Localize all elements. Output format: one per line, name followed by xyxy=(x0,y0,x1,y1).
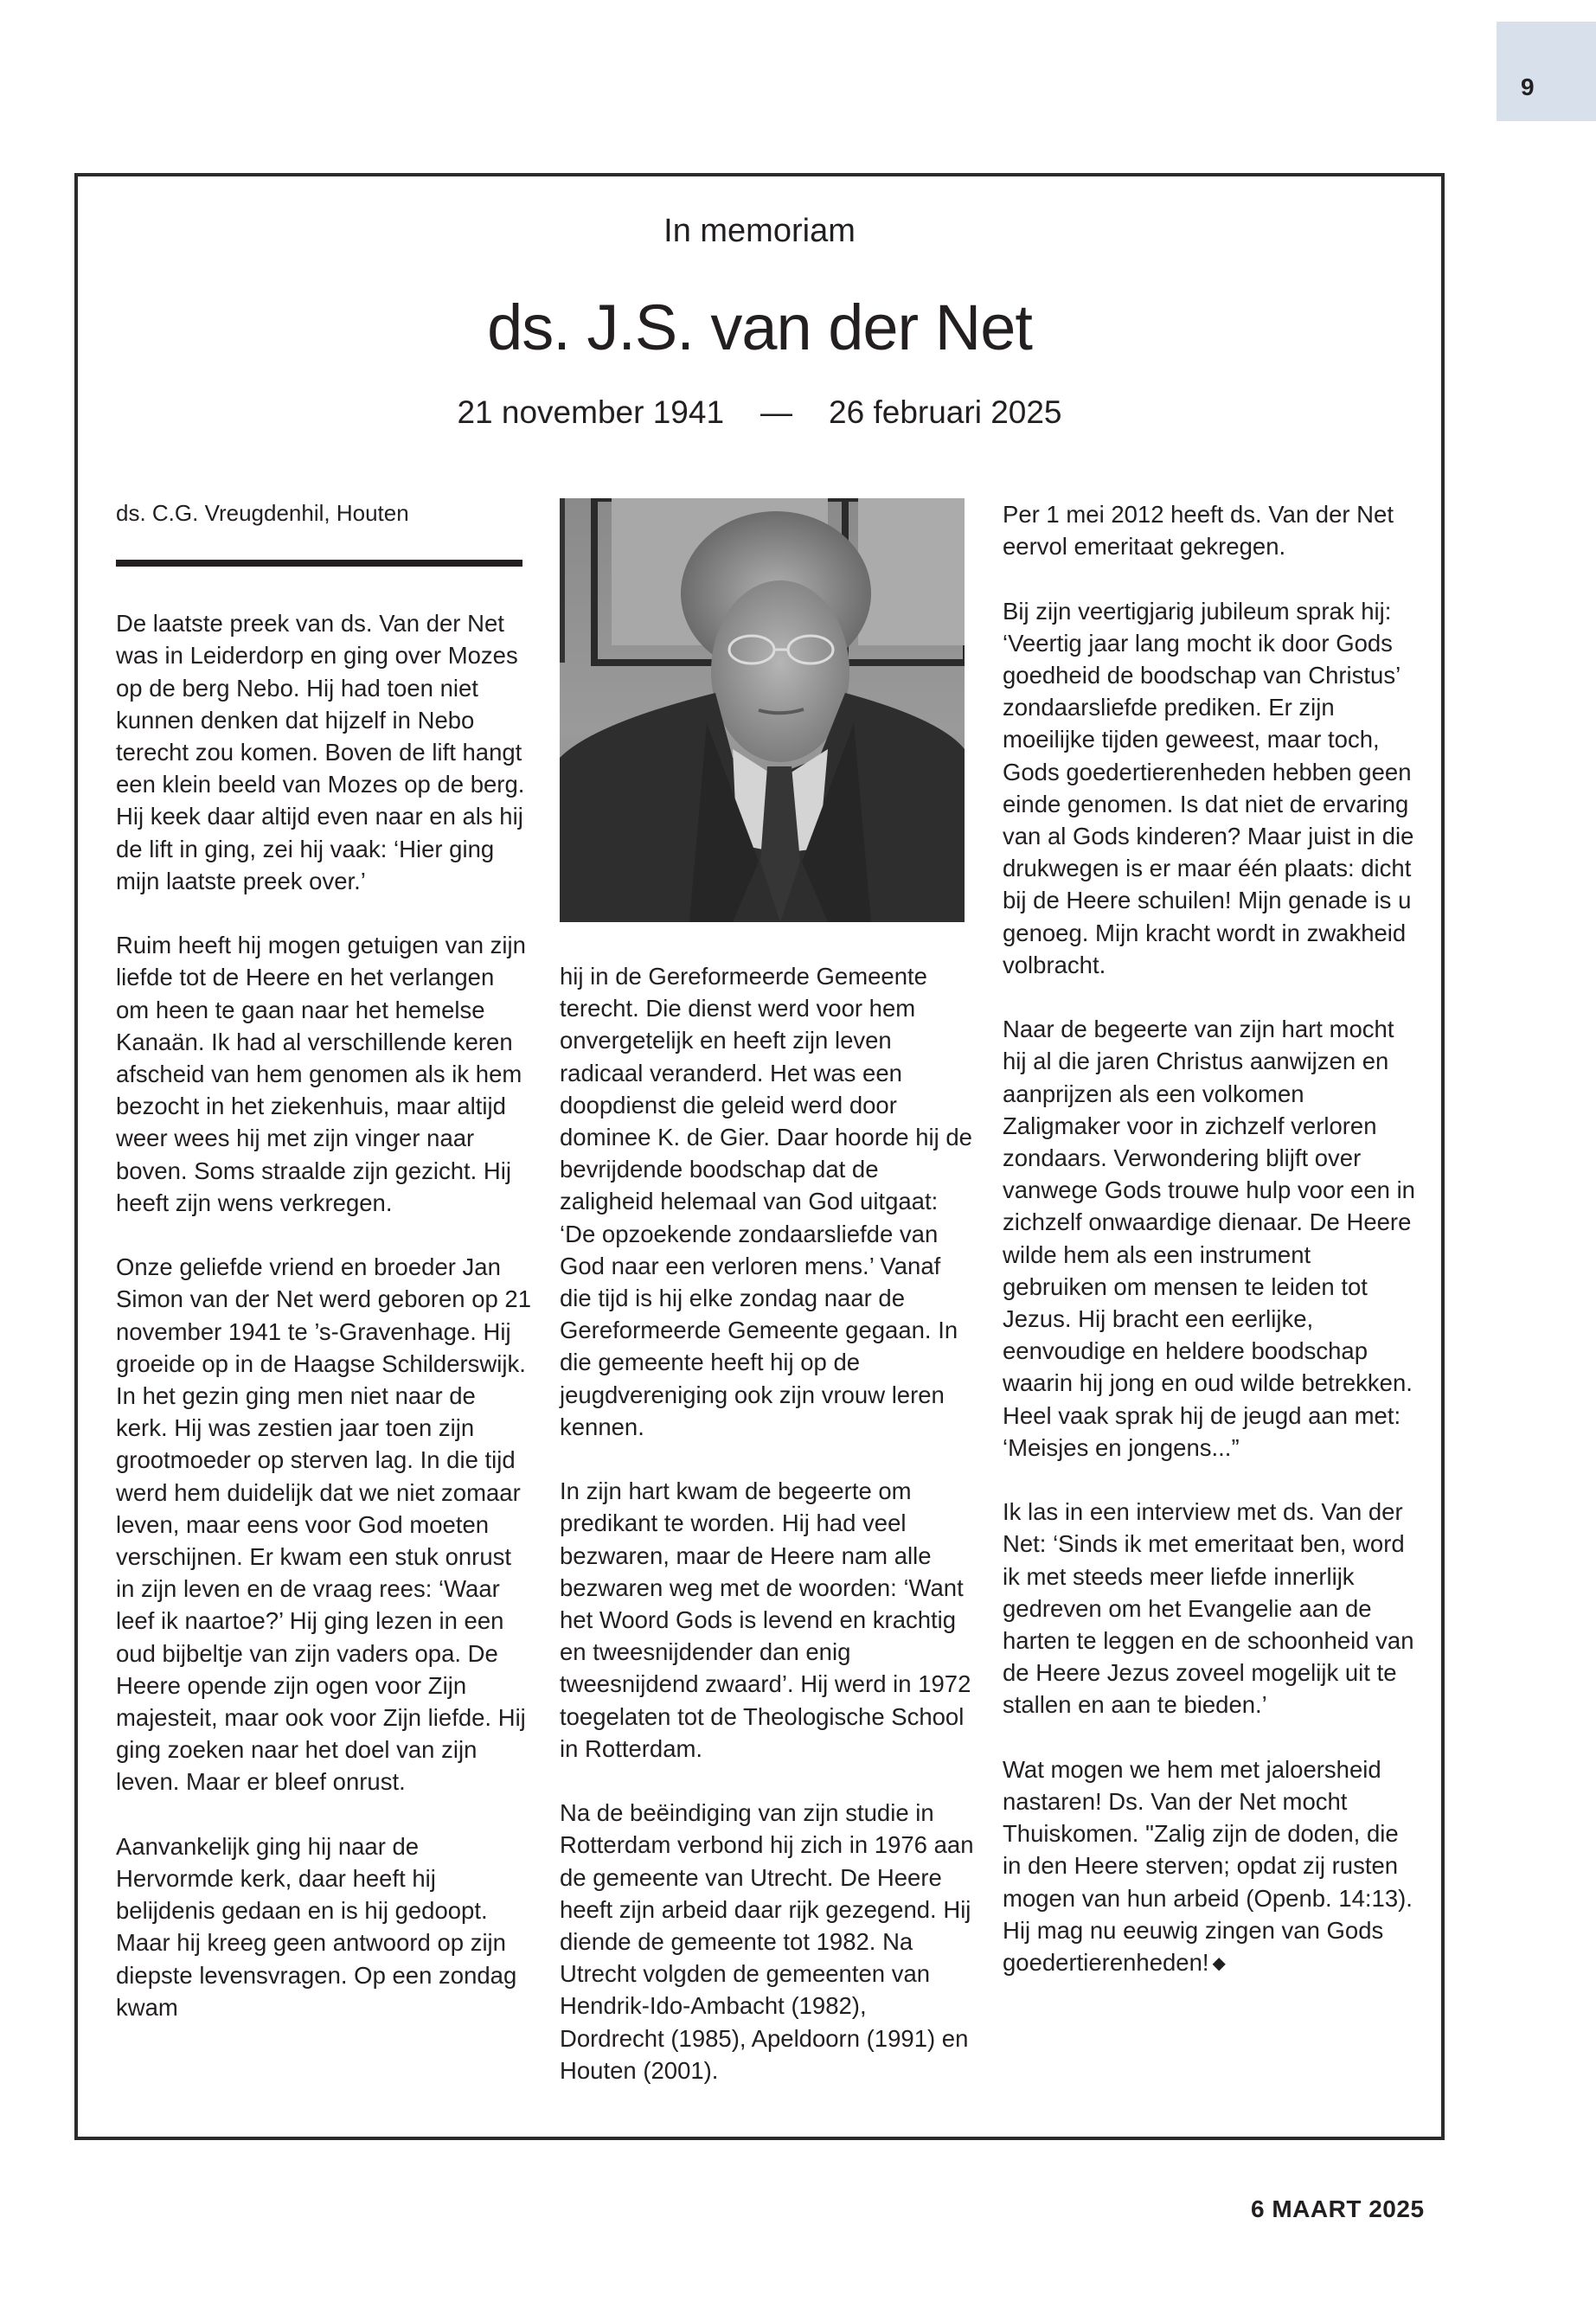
page-number: 9 xyxy=(1521,74,1535,100)
paragraph: De laatste preek van ds. Van der Net was in Leiderdorp en ging over Mozes op de berg Nebo. Hij had toen niet kunnen denken dat hijzelf in Nebo terecht zou komen. Boven de lift hangt een klein beeld van Mozes op de berg. Hij keek daar altijd even naar en als hij de lift in ging, zei hij vaak: ‘Hier ging mijn laatste preek over.’ xyxy=(116,610,525,894)
paragraph: Ik las in een interview met ds. Van der Net: ‘Sinds ik met emeritaat ben, word ik met steeds meer liefde innerlijk gedreven om het Evangelie aan de harten te leggen en de schoonheid van de Heere Jezus zoveel mogelijk uit te stallen en aan te bieden.’ xyxy=(1003,1498,1414,1719)
paragraph: Naar de begeerte van zijn hart mocht hij al die jaren Christus aanwijzen en aanprijzen als een volkomen Zaligmaker voor in zichzelf verloren zondaars. Verwondering blijft over vanwege Gods trouwe hulp voor een in zichzelf onwaardige dienaar. De Heere wilde hem als een instrument gebruiken om mensen te leiden tot Jezus. Hij bracht een eerlijke, eenvoudige en heldere boodschap waarin hij jong en oud wilde betrekken. Heel vaak sprak hij de jeugd aan met: ‘Meisjes en jongens...” xyxy=(1003,1016,1415,1461)
paragraph: Na de beëindiging van zijn studie in Rotterdam verbond hij zich in 1976 aan de gemeente van Utrecht. De Heere heeft zijn arbeid daar rijk gezegend. Hij diende de gemeente tot 1982. Na Utrecht volgden de gemeenten van Hendrik-Ido-Ambacht (1982), Dordrecht (1985), Apeldoorn (1991) en Houten (2001). xyxy=(560,1799,974,2084)
issue-date: 6 MAART 2025 xyxy=(1251,2195,1425,2222)
paragraph: hij in de Gereformeerde Gemeente terecht. Die dienst werd voor hem onvergetelijk en heeft zijn leven radicaal veranderd. Het was een doopdienst die geleid werd door dominee K. de Gier. Daar hoorde hij de bevrijdende boodschap dat de zaligheid helemaal van God uitgaat: ‘De opzoekende zondaarsliefde van God naar een verloren mens.’ Vanaf die tijd is hij elke zondag naar de Gereformeerde Gemeente gegaan. In die gemeente heeft hij op de jeugdvereniging ook zijn vrouw leren kennen. xyxy=(560,963,972,1440)
column-2 xyxy=(560,960,975,2118)
paragraph: Onze geliefde vriend en broeder Jan Simon van der Net werd geboren op 21 november 1941 te ’s-Gravenhage. Hij groeide op in de Haagse Schilderswijk. In het gezin ging men niet naar de kerk. Hij was zestien jaar toen zijn grootmoeder op sterven lag. In die tijd werd hem duidelijk dat we niet zomaar leven, maar eens voor God moeten verschijnen. Er kwam een stuk onrust in zijn leven en de vraag rees: ‘Waar leef ik naartoe?’ Hij ging lezen in een oud bijbeltje van zijn vaders opa. De Heere opende zijn ogen voor Zijn majesteit, maar ook voor Zijn liefde. Hij ging zoeken naar het doel van zijn leven. Maar er bleef onrust. xyxy=(116,1253,532,1796)
author-byline: ds. C.G. Vreugdenhil, Houten xyxy=(116,500,409,526)
death-date: 26 februari 2025 xyxy=(829,394,1062,430)
closing-text: Wat mogen we hem met jaloersheid nastaren! Ds. Van der Net mocht Thuiskomen. "Zalig zijn de doden, die in den Heere sterven; opdat zij rusten mogen van hun arbeid (Openb. 14:13). Hij mag nu eeuwig zingen van Gods goedertierenheden! xyxy=(1003,1755,1413,1977)
paragraph: Per 1 mei 2012 heeft ds. Van der Net eervol emeritaat gekregen. xyxy=(1003,501,1394,561)
paragraph: Ruim heeft hij mogen getuigen van zijn liefde tot de Heere en het verlangen om heen te gaan naar het hemelse Kanaän. Ik had al verschillende keren afscheid van hem genomen als ik hem bezocht in het ziekenhuis, maar altijd weer wees hij met zijn vinger naar boven. Soms straalde zijn gezicht. Hij heeft zijn wens verkregen. xyxy=(116,932,526,1216)
portrait-photo xyxy=(560,498,965,922)
author-divider xyxy=(116,560,522,567)
paragraph: Bij zijn veertigjarig jubileum sprak hij: ‘Veertig jaar lang mocht ik door Gods goedheid de boodschap van Christus’ zondaarsliefde prediken. Er zijn moeilijke tijden geweest, maar toch, Gods goedertierenheden hebben geen einde genomen. Is dat niet de ervaring van al Gods kinderen? Maar juist in die drukwegen is er maar één plaats: dicht bij de Heere schuilen! Mijn genade is u genoeg. Mijn kracht wordt in zwakheid volbracht. xyxy=(1003,597,1414,978)
portrait-image xyxy=(560,498,965,922)
end-diamond-icon: ◆ xyxy=(1212,1954,1226,1974)
date-separator: — xyxy=(760,394,793,430)
page-title: ds. J.S. van der Net xyxy=(487,292,1032,363)
life-dates xyxy=(78,394,1441,431)
paragraph: In zijn hart kwam de begeerte om predikant te worden. Hij had veel bezwaren, maar de Heere nam alle bezwaren weg met de woorden: ‘Want het Woord Gods is levend en krachtig en tweesnijdender dan enig tweesnijdend zwaard’. Hij werd in 1972 toegelaten tot de Theologische School in Rotterdam. xyxy=(560,1477,971,1762)
kicker-label: In memoriam xyxy=(663,213,856,249)
column-3 xyxy=(1003,498,1418,2013)
page-number-tab xyxy=(1497,22,1596,121)
memoriam-frame xyxy=(74,173,1445,2140)
birth-date: 21 november 1941 xyxy=(457,394,725,430)
paragraph: Aanvankelijk ging hij naar de Hervormde kerk, daar heeft hij belijdenis gedaan en is hij gedoopt. Maar hij kreeg geen antwoord op zijn diepste levensvragen. Op een zondag kwam xyxy=(116,1832,517,2021)
column-1 xyxy=(116,498,531,2055)
closing-paragraph xyxy=(1003,1753,1418,1981)
